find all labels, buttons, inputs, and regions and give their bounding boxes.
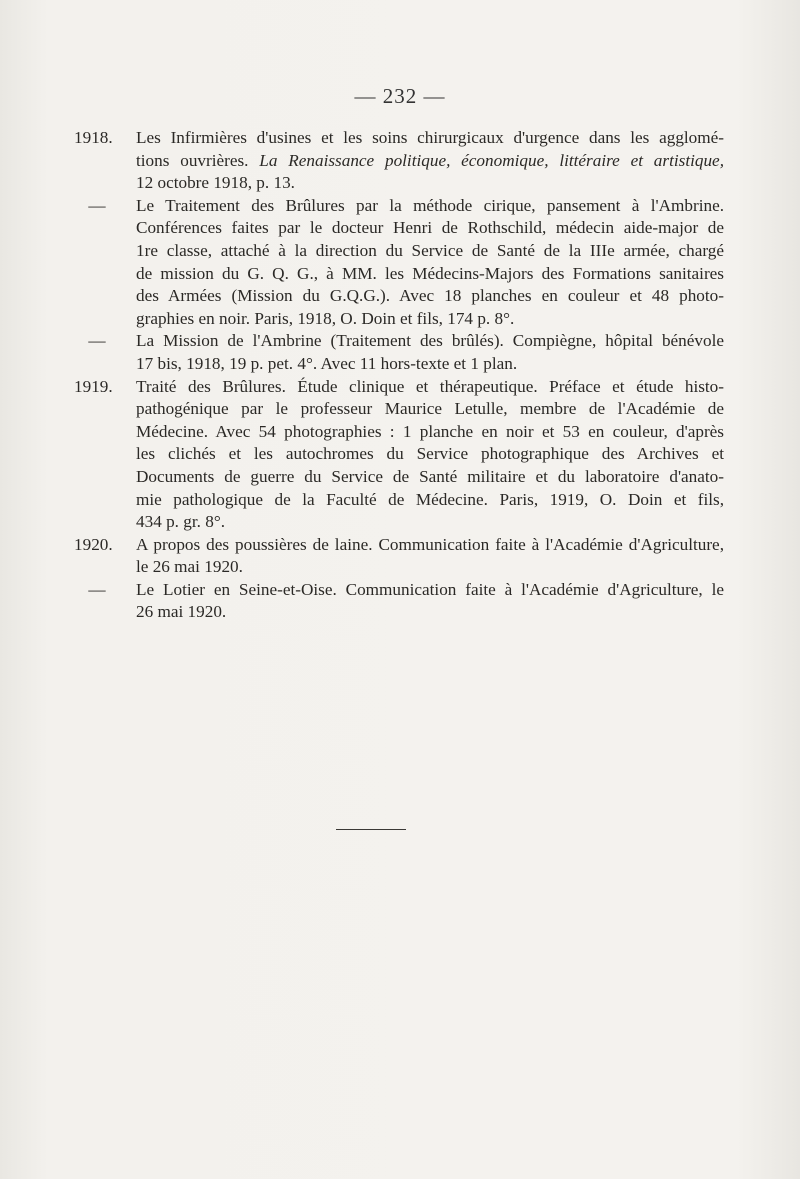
- bibliography-list: [74, 127, 724, 624]
- entry-line: Le Lotier en Seine-et-Oise. Communication faite à l'Académie d'Agriculture, le: [136, 579, 724, 599]
- bibliography-entry: [74, 127, 724, 195]
- entry-line: le 26 mai 1920.: [136, 557, 243, 577]
- page-number: — 232 —: [354, 84, 446, 108]
- entry-text: tions ouvrières.: [136, 150, 249, 170]
- journal-title: La Renaissance politique, économique, littéraire et artistique,: [259, 150, 724, 170]
- entry-line: 434 p. gr. 8°.: [136, 512, 225, 532]
- entry-year: 1920.: [74, 534, 113, 554]
- bibliography-entry: [74, 330, 724, 375]
- bibliography-entry: [74, 579, 724, 624]
- bibliography-entry: [74, 195, 724, 331]
- entry-line: mie pathologique de la Faculté de Médecine. Paris, 1919, O. Doin et fils,: [136, 489, 724, 509]
- entry-dash: —: [88, 331, 106, 351]
- entry-line: Les Infirmières d'usines et les soins chirurgicaux d'urgence dans les agglomé-: [136, 128, 724, 147]
- closing-rule: [336, 829, 406, 830]
- entry-line: 1re classe, attaché à la direction du Service de Santé de la IIIe armée, chargé: [136, 240, 724, 260]
- bibliography-entry: [74, 534, 724, 579]
- entry-line: 26 mai 1920.: [136, 602, 227, 622]
- entry-line: La Mission de l'Ambrine (Traitement des brûlés). Compiègne, hôpital bénévole: [136, 331, 724, 351]
- bibliography-entry: [74, 376, 724, 534]
- entry-line: 17 bis, 1918, 19 p. pet. 4°. Avec 11 hors-texte et 1 plan.: [136, 353, 518, 373]
- entry-dash: —: [88, 579, 106, 599]
- entry-dash: —: [88, 195, 106, 215]
- entry-line: Documents de guerre du Service de Santé militaire et du laboratoire d'anato-: [136, 466, 724, 486]
- entry-line: Médecine. Avec 54 photographies : 1 planche en noir et 53 en couleur, d'après: [136, 421, 724, 441]
- entry-line: graphies en noir. Paris, 1918, O. Doin et fils, 174 p. 8°.: [136, 308, 515, 328]
- entry-line: de mission du G. Q. G., à MM. les Médecins-Majors des Formations sanitaires: [136, 263, 724, 283]
- entry-line: Conférences faites par le docteur Henri de Rothschild, médecin aide-major de: [136, 218, 724, 238]
- entry-line: [136, 150, 724, 173]
- entry-year: 1918.: [74, 128, 113, 147]
- entry-line: Le Traitement des Brûlures par la méthode cirique, pansement à l'Ambrine.: [136, 195, 724, 215]
- entry-line: A propos des poussières de laine. Communication faite à l'Académie d'Agriculture,: [136, 534, 724, 554]
- entry-line: des Armées (Mission du G.Q.G.). Avec 18 planches en couleur et 48 photo-: [136, 286, 724, 306]
- entry-line: 12 octobre 1918, p. 13.: [136, 173, 295, 193]
- entry-line: les clichés et les autochromes du Service photographique des Archives et: [136, 444, 724, 464]
- entry-line: Traité des Brûlures. Étude clinique et thérapeutique. Préface et étude histo-: [136, 376, 724, 396]
- entry-year: 1919.: [74, 376, 113, 396]
- entry-line: pathogénique par le professeur Maurice Letulle, membre de l'Académie de: [136, 399, 724, 419]
